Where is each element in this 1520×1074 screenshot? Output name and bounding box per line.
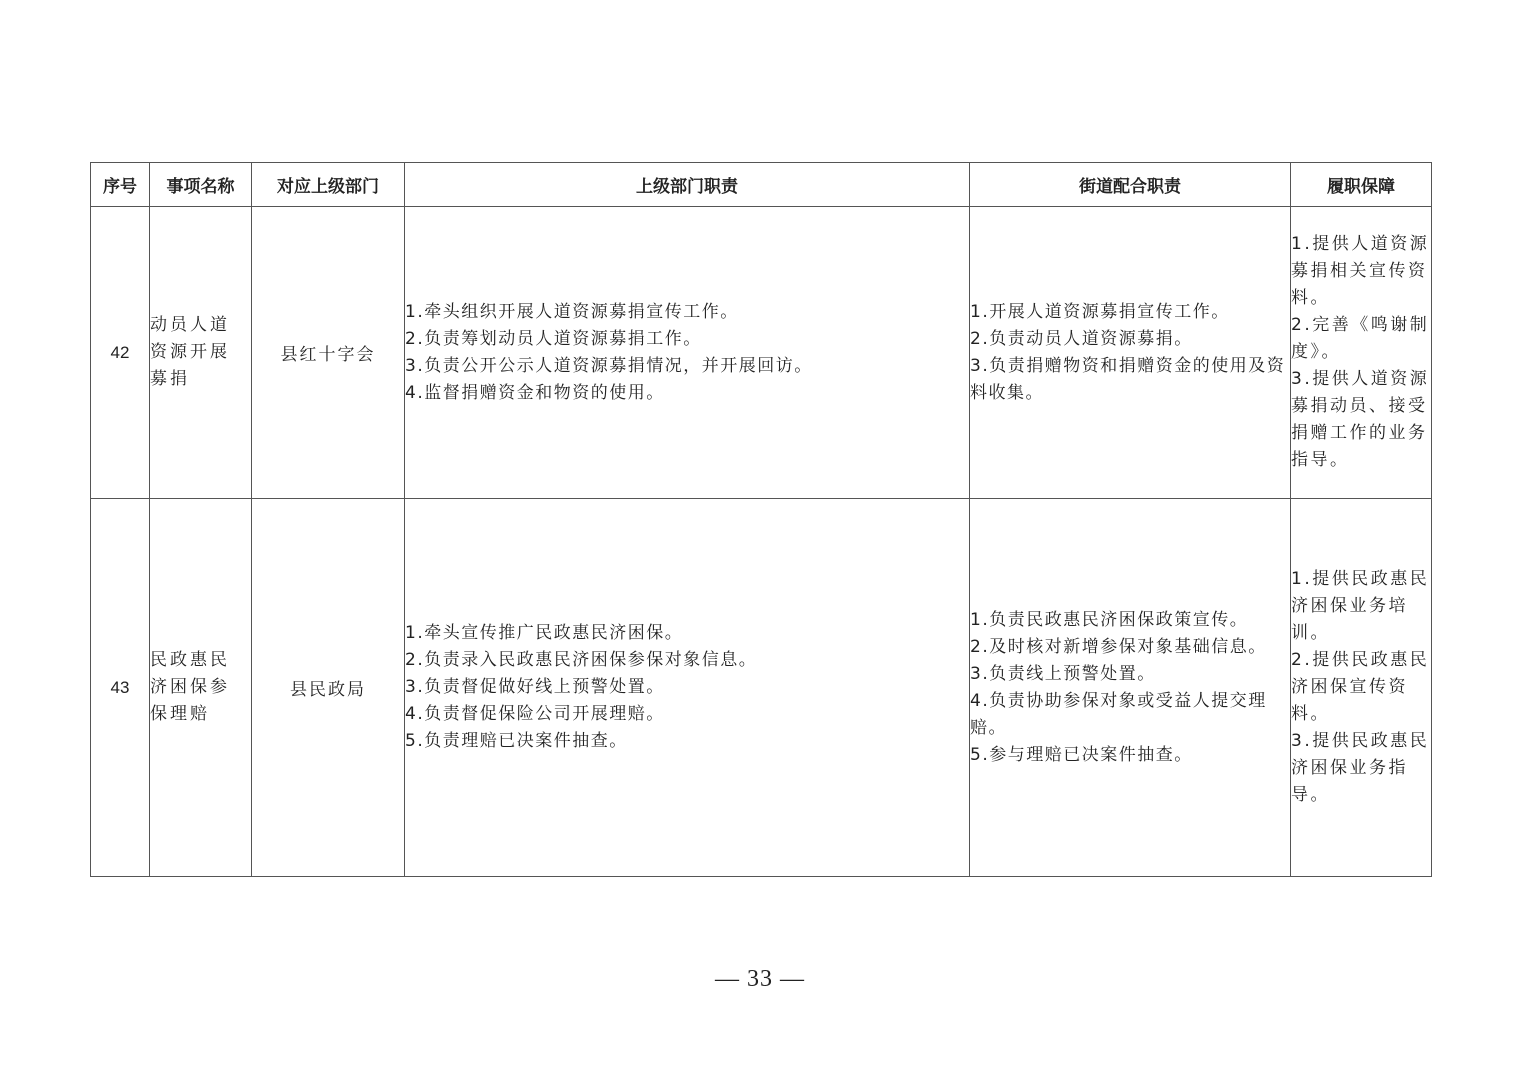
upper-duty-item: 2.负责筹划动员人道资源募捐工作。 (405, 328, 702, 349)
row-upper-duty (405, 207, 970, 499)
item-name-line: 动员人道 (150, 315, 230, 335)
item-name-line: 济困保参 (150, 677, 230, 697)
row-item-name (150, 207, 252, 499)
guarantee-item: 3.提供民政惠民济困保业务指导。 (1291, 731, 1430, 805)
upper-duty-item: 5.负责理赔已决案件抽查。 (405, 731, 628, 751)
street-duty-item: 1.负责民政惠民济困保政策宣传。 (970, 609, 1249, 630)
header-seq: 序号 (91, 163, 150, 207)
table-row (91, 499, 1432, 877)
item-name-line: 民政惠民 (150, 650, 230, 670)
street-duty-item: 3.负责线上预警处置。 (970, 663, 1156, 684)
item-name-line: 募捐 (150, 369, 190, 389)
street-duty-item: 4.负责协助参保对象或受益人提交理赔。 (970, 690, 1267, 738)
upper-duty-item: 4.负责督促保险公司开展理赔。 (405, 704, 665, 724)
street-duty-item: 2.负责动员人道资源募捐。 (970, 328, 1193, 349)
street-duty-item: 2.及时核对新增参保对象基础信息。 (970, 636, 1267, 657)
row-street-duty (970, 207, 1291, 499)
header-guarantee: 履职保障 (1291, 163, 1432, 207)
street-duty-item: 3.负责捐赠物资和捐赠资金的使用及资料收集。 (970, 355, 1286, 403)
guarantee-item: 1.提供人道资源募捐相关宣传资料。 (1291, 234, 1430, 308)
header-street-duty: 街道配合职责 (970, 163, 1291, 207)
upper-duty-item: 4.监督捐赠资金和物资的使用。 (405, 382, 665, 403)
row-seq: 42 (91, 207, 150, 499)
item-name-line: 资源开展 (150, 342, 230, 362)
row-dept: 县民政局 (252, 499, 405, 877)
row-guarantee (1291, 499, 1432, 877)
row-guarantee (1291, 207, 1432, 499)
header-dept: 对应上级部门 (252, 163, 405, 207)
page-number: — 33 — (715, 966, 805, 992)
header-item-name: 事项名称 (150, 163, 252, 207)
row-seq: 43 (91, 499, 150, 877)
street-duty-item: 1.开展人道资源募捐宣传工作。 (970, 301, 1230, 322)
upper-duty-item: 2.负责录入民政惠民济困保参保对象信息。 (405, 650, 758, 670)
upper-duty-item: 1.牵头组织开展人道资源募捐宣传工作。 (405, 301, 739, 322)
guarantee-item: 1.提供民政惠民济困保业务培训。 (1291, 569, 1430, 643)
upper-duty-item: 3.负责公开公示人道资源募捐情况，并开展回访。 (405, 355, 813, 376)
guarantee-item: 2.完善《鸣谢制度》。 (1291, 315, 1430, 362)
table-header-row (91, 163, 1432, 207)
header-upper-duty: 上级部门职责 (405, 163, 970, 207)
guarantee-item: 2.提供民政惠民济困保宣传资料。 (1291, 650, 1430, 724)
row-item-name (150, 499, 252, 877)
upper-duty-item: 1.牵头宣传推广民政惠民济困保。 (405, 623, 684, 643)
upper-duty-item: 3.负责督促做好线上预警处置。 (405, 677, 665, 697)
guarantee-item: 3.提供人道资源募捐动员、接受捐赠工作的业务指导。 (1291, 369, 1430, 470)
duty-table (90, 162, 1432, 877)
row-dept: 县红十字会 (252, 207, 405, 499)
table-row (91, 207, 1432, 499)
street-duty-item: 5.参与理赔已决案件抽查。 (970, 744, 1193, 765)
item-name-line: 保理赔 (150, 704, 210, 724)
row-street-duty (970, 499, 1291, 877)
row-upper-duty (405, 499, 970, 877)
